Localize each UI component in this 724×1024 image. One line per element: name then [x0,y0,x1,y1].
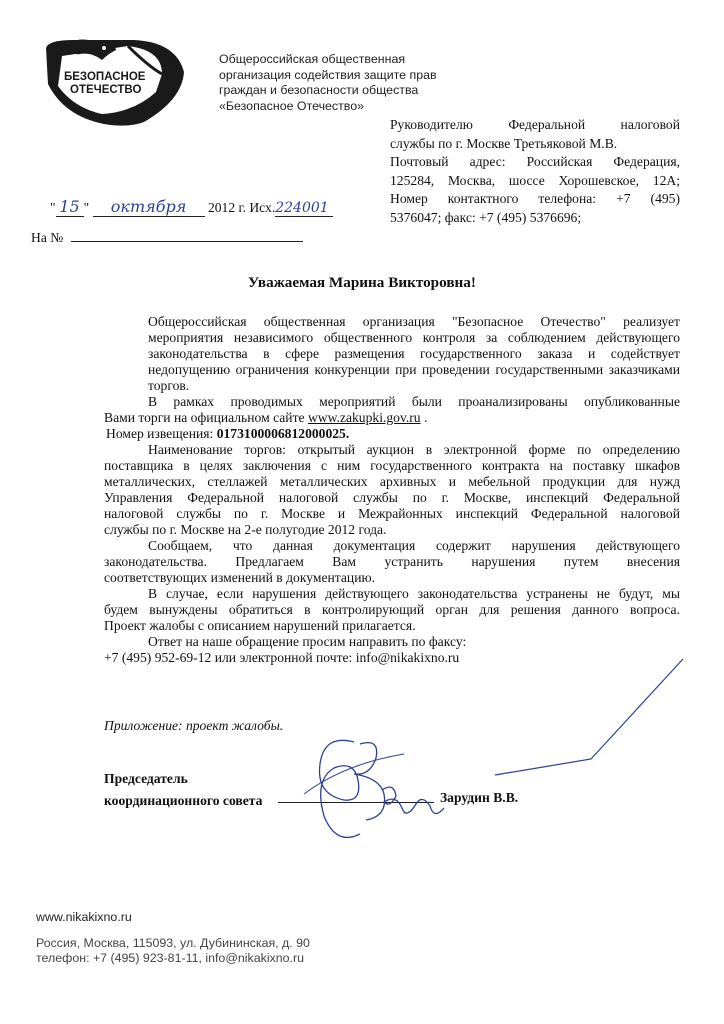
org-name-line: граждан и безопасности общества [219,83,419,98]
paragraph-2 [104,394,680,426]
appendix-note: Приложение: проект жалобы. [104,718,284,733]
body-line: Управления Федеральной налоговой службы по г. Москве, инспекций Федеральной [104,490,680,505]
body-line: В рамках проводимых мероприятий были проанализированы опубликованные [148,394,680,409]
recipient-line: 125284, Москва, шоссе Хорошевское, 12А; [390,172,680,188]
paragraph-3 [104,442,680,538]
handwritten-signature [284,724,454,856]
signatory-title-line2: координационного совета [104,793,263,808]
handwritten-outgoing-number: 224001 [275,200,329,216]
notice-number: 0173100006812000025. [216,426,350,441]
body-text: Вами торги на официальном сайте [104,410,305,425]
logo-text-line1: БЕЗОПАСНОЕ [64,71,146,83]
recipient-block [390,116,680,228]
body-line: В случае, если нарушения действующего законодательства устранены не будут, мы [148,586,680,601]
outgoing-date-line: " 15 " октября 2012 г. Исх.224001 [50,197,333,217]
letter-body [104,314,680,666]
recipient-line: Руководителю Федеральной налоговой [390,117,680,132]
organization-logo [44,36,194,128]
body-line: будем вынуждены обратиться в контролирующий орган для решения данного вопроса. [104,602,680,617]
body-line: металлических, стеллажей металлических архивных и мебельной продукции для нужд [104,474,680,489]
body-text: . [424,410,428,425]
body-line: Сообщаем, что данная документация содержит нарушения действующего [148,538,680,553]
body-line: соответствующих изменений в документацию. [104,570,376,585]
signatory-title [104,768,262,812]
body-line: законодательства. Предлагаем Вам устранить нарушения путем внесения [104,554,680,569]
reply-label: На № [31,230,64,245]
body-line: Ответ на наше обращение просим направить по факсу: [148,634,467,649]
greeting: Уважаемая Марина Викторовна! [248,274,476,291]
body-line: +7 (495) 952-69-12 или электронной почте: info@nikakixno.ru [104,650,460,665]
footer-contacts: телефон: +7 (495) 923-81-11, info@nikakixno.ru [36,951,305,965]
footer-website: www.nikakixno.ru [36,910,132,924]
body-line: службы по г. Москве на 2-е полугодие 2012 года. [104,522,387,537]
body-line: Общероссийская общественная организация "Безопасное Отечество" реализует [148,314,680,329]
org-name-line: организация содействия защите прав [219,67,437,82]
notice-label: Номер извещения: [106,426,214,441]
body-line: торгов. [148,378,190,393]
paragraph-1 [104,314,680,394]
body-line: налоговой службы по г. Москве и Межрайонных инспекций Федеральной налоговой [104,506,680,521]
handwritten-month: октября [110,197,187,216]
signatory-name: Зарудин В.В. [440,790,519,805]
body-line: законодательства в сфере размещения государственного заказа и содействует [148,346,680,361]
letterhead-footer [36,910,310,967]
recipient-line: Почтовый адрес: Российская Федерация, [390,154,680,170]
logo-text-line2: ОТЕЧЕСТВО [70,84,142,96]
organization-name [219,52,459,114]
org-name-line: «Безопасное Отечество» [219,98,365,113]
signatory-title-line1: Председатель [104,771,188,786]
zakupki-link[interactable]: www.zakupki.gov.ru [307,410,421,425]
recipient-line: 5376047; факс: +7 (495) 5376696; [390,209,582,225]
notice-number-line [106,426,680,442]
body-line: поставщика в целях заключения с ним государственного контракта на поставку шкафов [104,458,680,473]
body-line: мероприятия независимого общественного контроля за соблюдением действующего [148,330,680,345]
body-line: Проект жалобы с описанием нарушений прилагается. [104,618,416,633]
recipient-line: Номер контактного телефона: +7 (495) [390,191,680,207]
reply-number-line [31,229,303,246]
handwritten-day: 15 [59,197,80,216]
paragraph-5 [104,586,680,634]
date-year-label: 2012 г. Исх. [207,200,276,215]
paragraph-4 [104,538,680,586]
recipient-line: службы по г. Москве Третьяковой М.В. [390,135,618,151]
org-name-line: Общероссийская общественная [219,52,406,66]
footer-address: Россия, Москва, 115093, ул. Дубининская, д. 90 [36,935,310,950]
eagle-shield-icon [44,36,194,128]
body-line: Наименование торгов: открытый аукцион в электронной форме по определению [148,442,680,457]
body-line: недопущению ограничения конкуренции при проведении государственными заказчиками [148,362,680,377]
reply-number-blank [71,229,303,242]
